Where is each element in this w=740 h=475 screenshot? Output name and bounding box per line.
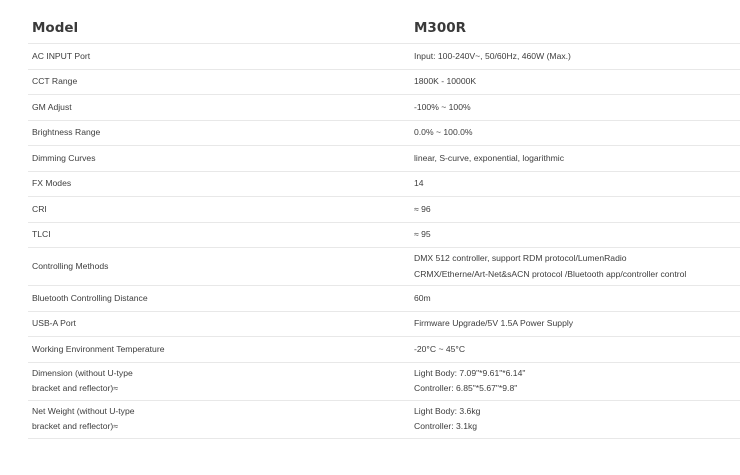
- table-row: [28, 248, 740, 286]
- spec-label-cell: [28, 248, 410, 286]
- spec-value: DMX 512 controller, support RDM protocol/LumenRadio: [414, 253, 627, 263]
- spec-value: -100% ~ 100%: [414, 101, 471, 112]
- table-header-row: [28, 12, 740, 44]
- table-row: [28, 120, 740, 146]
- spec-value: CRMX/Etherne/Art-Net&sACN protocol /Bluetooth app/controller control: [414, 268, 687, 279]
- model-name-header: M300R: [410, 12, 740, 44]
- spec-label: Net Weight (without U-type: [32, 405, 135, 416]
- spec-label-cell: [28, 44, 410, 70]
- spec-label-cell: [28, 337, 410, 363]
- table-row: [28, 311, 740, 337]
- spec-label: bracket and reflector)≈: [32, 383, 118, 393]
- spec-label: Working Environment Temperature: [32, 343, 165, 354]
- table-row: [28, 44, 740, 70]
- spec-value: ≈ 95: [414, 229, 431, 239]
- spec-value-cell: [410, 311, 740, 337]
- spec-label: AC INPUT Port: [32, 50, 91, 61]
- spec-value: 1800K - 10000K: [414, 76, 477, 86]
- spec-value-cell: [410, 222, 740, 248]
- spec-label: GM Adjust: [32, 101, 72, 112]
- spec-value: linear, S-curve, exponential, logarithmic: [414, 152, 564, 163]
- spec-label: Dimension (without U-type: [32, 367, 133, 378]
- spec-value-cell: [410, 171, 740, 197]
- spec-table: [28, 12, 740, 439]
- spec-value: Light Body: 3.6kg: [414, 405, 481, 416]
- spec-value-cell: [410, 400, 740, 438]
- spec-value: 60m: [414, 292, 431, 303]
- spec-label-cell: [28, 171, 410, 197]
- spec-label: Controlling Methods: [32, 260, 109, 271]
- spec-value-cell: [410, 95, 740, 121]
- table-row: [28, 286, 740, 312]
- table-row: [28, 95, 740, 121]
- spec-value: Controller: 3.1kg: [414, 421, 478, 431]
- spec-value: Input: 100-240V~, 50/60Hz, 460W (Max.): [414, 50, 571, 61]
- spec-label: CCT Range: [32, 76, 78, 86]
- spec-value-cell: [410, 286, 740, 312]
- spec-label-cell: [28, 95, 410, 121]
- spec-label-cell: [28, 362, 410, 400]
- table-row: [28, 222, 740, 248]
- spec-table-body: [28, 44, 740, 439]
- spec-value: Light Body: 7.09"*9.61"*6.14": [414, 367, 526, 378]
- spec-label-cell: [28, 197, 410, 223]
- table-row: [28, 337, 740, 363]
- spec-value-cell: [410, 197, 740, 223]
- spec-label-cell: [28, 311, 410, 337]
- spec-value: 14: [414, 178, 424, 188]
- spec-label-cell: [28, 120, 410, 146]
- spec-label: bracket and reflector)≈: [32, 421, 118, 431]
- spec-value-cell: [410, 44, 740, 70]
- table-row: [28, 69, 740, 95]
- spec-label-cell: [28, 69, 410, 95]
- spec-label: FX Modes: [32, 178, 72, 188]
- spec-label-cell: [28, 222, 410, 248]
- spec-value-cell: [410, 69, 740, 95]
- table-row: [28, 171, 740, 197]
- spec-label-cell: [28, 286, 410, 312]
- spec-label: USB-A Port: [32, 318, 76, 328]
- spec-label-cell: [28, 400, 410, 438]
- spec-label: Brightness Range: [32, 127, 101, 137]
- spec-value: -20°C ~ 45°C: [414, 343, 466, 354]
- spec-value: 0.0% ~ 100.0%: [414, 127, 473, 137]
- spec-value-cell: [410, 337, 740, 363]
- spec-value-cell: [410, 146, 740, 172]
- spec-value-cell: [410, 362, 740, 400]
- spec-value-cell: [410, 120, 740, 146]
- spec-label: Dimming Curves: [32, 152, 96, 163]
- spec-label: TLCI: [32, 229, 51, 239]
- spec-label-cell: [28, 146, 410, 172]
- table-row: [28, 362, 740, 400]
- table-row: [28, 197, 740, 223]
- spec-value-cell: [410, 248, 740, 286]
- table-row: [28, 400, 740, 438]
- spec-label: CRI: [32, 203, 47, 214]
- table-row: [28, 146, 740, 172]
- spec-label: Bluetooth Controlling Distance: [32, 292, 148, 303]
- spec-value: Firmware Upgrade/5V 1.5A Power Supply: [414, 318, 574, 328]
- model-column-header: Model: [28, 12, 410, 44]
- spec-value: ≈ 96: [414, 203, 431, 214]
- spec-value: Controller: 6.85"*5.67"*9.8": [414, 383, 518, 393]
